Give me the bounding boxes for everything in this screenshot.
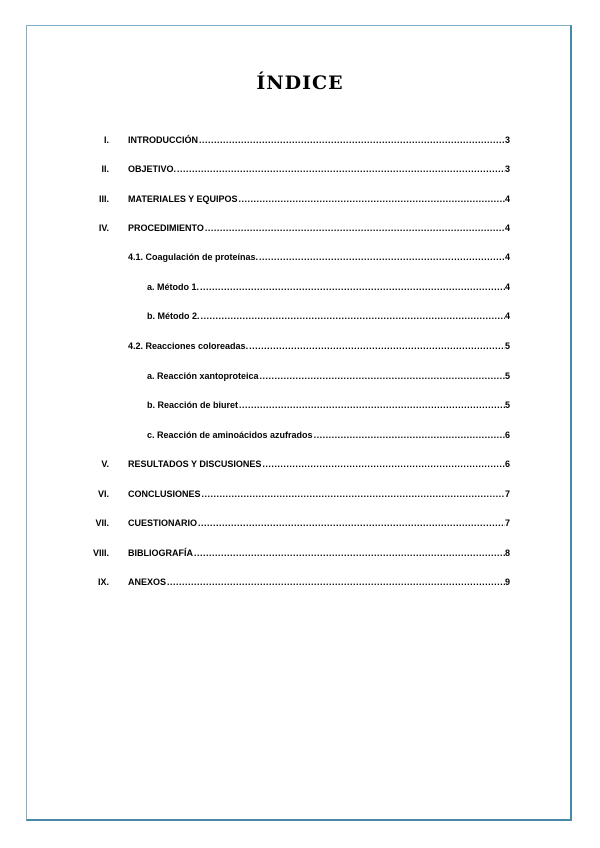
toc-leader-dots	[202, 488, 505, 500]
toc-entry-metodo-2[interactable]	[147, 310, 510, 322]
toc-page-number: 6	[504, 459, 510, 469]
toc-page-number: 4	[504, 282, 510, 292]
toc-numeral: I.	[103, 135, 109, 145]
toc-leader-dots	[198, 517, 505, 529]
toc-entry-label: INTRODUCCIÓN	[128, 135, 198, 145]
toc-page-number: 5	[504, 371, 510, 381]
toc-leader-dots	[201, 310, 505, 322]
toc-leader-dots	[314, 429, 505, 441]
toc-entry-label: b. Reacción de biuret	[147, 400, 239, 410]
toc-page-number: 5	[504, 341, 510, 351]
toc-entry-anexos[interactable]	[128, 576, 510, 588]
toc-entry-materiales[interactable]	[128, 193, 510, 205]
toc-leader-dots	[199, 134, 505, 146]
toc-entry-biuret[interactable]	[147, 399, 510, 411]
toc-page-number: 7	[504, 489, 510, 499]
toc-leader-dots	[262, 458, 505, 470]
toc-entry-label: OBJETIVO.	[128, 164, 177, 174]
toc-page-number: 6	[504, 430, 510, 440]
toc-page-number: 4	[504, 252, 510, 262]
toc-entry-label: c. Reacción de aminoácidos azufrados	[147, 430, 313, 440]
toc-entry-reacciones-coloreadas[interactable]	[128, 340, 510, 352]
toc-leader-dots	[167, 576, 505, 588]
toc-entry-xantoproteica[interactable]	[147, 370, 510, 382]
toc-leader-dots	[260, 370, 505, 382]
toc-page-number: 5	[504, 400, 510, 410]
toc-entry-bibliografia[interactable]	[128, 547, 510, 559]
toc-page-number: 4	[504, 194, 510, 204]
toc-page-number: 3	[504, 135, 510, 145]
toc-entry-resultados[interactable]	[128, 458, 510, 470]
toc-leader-dots	[194, 547, 505, 559]
toc-numeral: V.	[101, 459, 109, 469]
toc-entry-objetivo[interactable]	[128, 163, 510, 175]
toc-entry-label: a. Reacción xantoproteica	[147, 371, 259, 381]
toc-page-number: 8	[504, 548, 510, 558]
toc-entry-coagulacion[interactable]	[128, 251, 510, 263]
toc-numeral: IX.	[97, 577, 109, 587]
toc-leader-dots	[249, 340, 505, 352]
toc-entry-aminoacidos-azufrados[interactable]	[147, 429, 510, 441]
toc-numeral: II.	[101, 164, 109, 174]
toc-entry-procedimiento[interactable]	[128, 222, 510, 234]
toc-entry-conclusiones[interactable]	[128, 488, 510, 500]
toc-numeral: VI.	[97, 489, 109, 499]
page-title: ÍNDICE	[256, 72, 344, 94]
toc-entry-label: BIBLIOGRAFÍA	[128, 548, 193, 558]
toc-entry-label: CUESTIONARIO	[128, 518, 198, 528]
toc-leader-dots	[259, 251, 505, 263]
toc-entry-label: ANEXOS	[128, 577, 167, 587]
toc-entry-label: CONCLUSIONES	[128, 489, 201, 499]
toc-numeral: VIII.	[92, 548, 109, 558]
toc-leader-dots	[239, 193, 505, 205]
toc-page-number: 4	[504, 311, 510, 321]
toc-entry-label: a. Método 1.	[147, 282, 200, 292]
toc-entry-introduccion[interactable]	[128, 134, 510, 146]
toc-numeral: IV.	[98, 223, 109, 233]
toc-numeral: III.	[98, 194, 109, 204]
toc-numeral: VII.	[95, 518, 109, 528]
toc-entry-label: 4.1. Coagulación de proteínas.	[128, 252, 259, 262]
toc-page-number: 7	[504, 518, 510, 528]
toc-entry-metodo-1[interactable]	[147, 281, 510, 293]
toc-page-number: 4	[504, 223, 510, 233]
toc-entry-label: MATERIALES Y EQUIPOS	[128, 194, 238, 204]
toc-page-number: 3	[504, 164, 510, 174]
toc-entry-label: b. Método 2.	[147, 311, 200, 321]
toc-leader-dots	[200, 281, 505, 293]
toc-leader-dots	[239, 399, 505, 411]
toc-leader-dots	[205, 222, 505, 234]
toc-leader-dots	[177, 163, 505, 175]
toc-entry-label: 4.2. Reacciones coloreadas.	[128, 341, 249, 351]
toc-entry-label: PROCEDIMIENTO	[128, 223, 204, 233]
toc-entry-label: RESULTADOS Y DISCUSIONES	[128, 459, 262, 469]
toc-entry-cuestionario[interactable]	[128, 517, 510, 529]
toc-page-number: 9	[504, 577, 510, 587]
